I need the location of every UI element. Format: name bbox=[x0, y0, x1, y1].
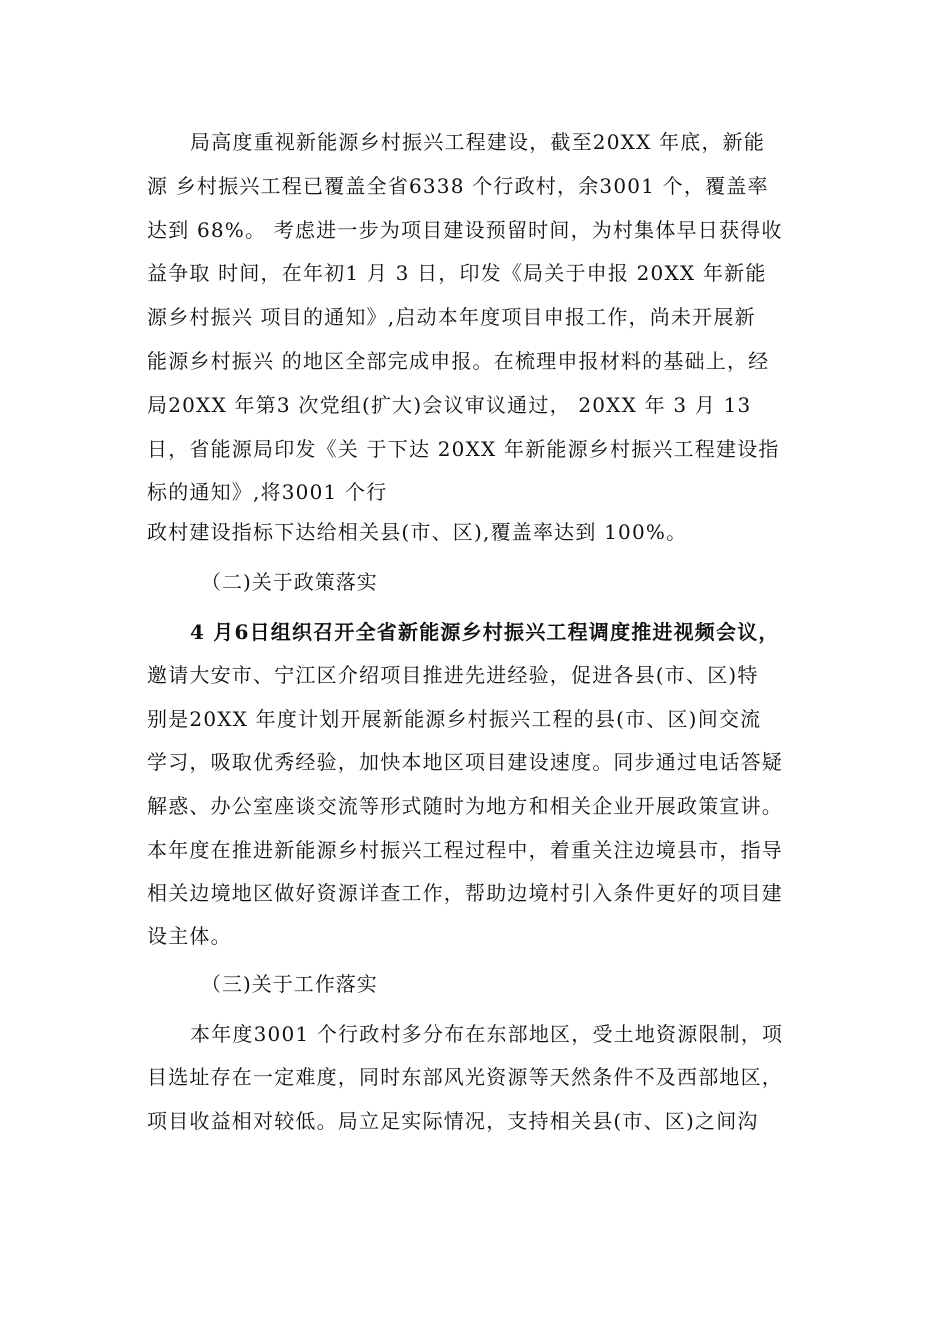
section3-line-3: 项目收益相对较低。局立足实际情况，支持相关县(市、区)之间沟 bbox=[147, 1109, 759, 1133]
section3-line-1: 本年度3001 个行政村多分布在东部地区，受土地资源限制，项 bbox=[190, 1022, 784, 1046]
section2-line-1: 4 月6日组织召开全省新能源乡村振兴工程调度推进视频会议， bbox=[190, 620, 780, 644]
section2-heading: （二)关于政策落实 bbox=[201, 570, 378, 594]
section2-line-7: 相关边境地区做好资源详查工作，帮助边境村引入条件更好的项目建 bbox=[147, 881, 783, 905]
paragraph1-line-8: 日，省能源局印发《关 于下达 20XX 年新能源乡村振兴工程建设指 bbox=[147, 437, 780, 461]
section2-line-6: 本年度在推进新能源乡村振兴工程过程中，着重关注边境县市，指导 bbox=[147, 838, 783, 862]
section3-heading: （三)关于工作落实 bbox=[201, 972, 378, 996]
section2-line-3: 别是20XX 年度计划开展新能源乡村振兴工程的县(市、区)间交流 bbox=[147, 707, 762, 731]
paragraph1-line-5: 源乡村振兴 项目的通知》,启动本年度项目申报工作，尚未开展新 bbox=[147, 305, 756, 329]
paragraph1-line-2: 源 乡村振兴工程已覆盖全省6338 个行政村，余3001 个，覆盖率 bbox=[147, 174, 769, 198]
paragraph1-line-1: 局高度重视新能源乡村振兴工程建设，截至20XX 年底，新能 bbox=[190, 130, 766, 154]
paragraph1-line-7: 局20XX 年第3 次党组(扩大)会议审议通过， 20XX 年 3 月 13 bbox=[147, 393, 752, 417]
paragraph1-line-3: 达到 68%。 考虑进一步为项目建设预留时间，为村集体早日获得收 bbox=[147, 218, 783, 242]
section3-line-2: 目选址存在一定难度，同时东部风光资源等天然条件不及西部地区， bbox=[147, 1065, 783, 1089]
section2-line-4: 学习，吸取优秀经验，加快本地区项目建设速度。同步通过电话答疑 bbox=[147, 750, 783, 774]
paragraph1-line-6: 能源乡村振兴 的地区全部完成申报。在梳理申报材料的基础上，经 bbox=[147, 349, 770, 373]
section2-line-2: 邀请大安市、宁江区介绍项目推进先进经验，促进各县(市、区)特 bbox=[147, 663, 759, 687]
section2-line-5: 解惑、办公室座谈交流等形式随时为地方和相关企业开展政策宣讲。 bbox=[147, 794, 783, 818]
paragraph1-line-4: 益争取 时间，在年初1 月 3 日，印发《局关于申报 20XX 年新能 bbox=[147, 261, 767, 285]
section2-line-8: 设主体。 bbox=[147, 924, 232, 948]
paragraph1-line-9: 标的通知》,将3001 个行 bbox=[147, 480, 388, 504]
paragraph1-line-10: 政村建设指标下达给相关县(市、区),覆盖率达到 100%。 bbox=[147, 520, 688, 544]
